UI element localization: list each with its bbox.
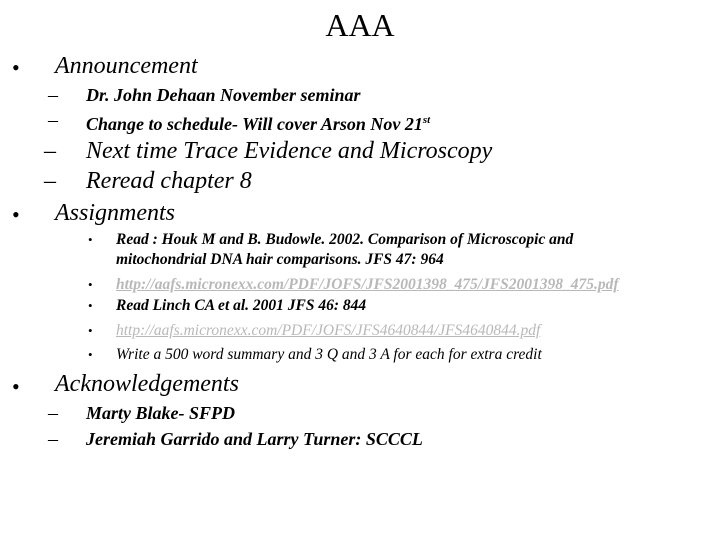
assignment-item-3: Read Linch CA et al. 2001 JFS 46: 844: [116, 297, 367, 314]
dash: –: [44, 138, 56, 164]
sub-bullet: •: [88, 277, 93, 292]
acknowledgements-heading: Acknowledgements: [55, 371, 239, 397]
sub-bullet: •: [88, 298, 93, 313]
dash: –: [48, 84, 58, 106]
assignments-heading: Assignments: [55, 200, 175, 226]
bullet-announcement: •: [12, 55, 20, 80]
announcement-item-3: Next time Trace Evidence and Microscopy: [86, 138, 493, 164]
bullet-acknowledgements: •: [12, 374, 20, 399]
acknowledgement-item-1: Marty Blake- SFPD: [86, 403, 236, 423]
assignment-item-1-line1: Read : Houk M and B. Budowle. 2002. Comparison of Microscopic and: [116, 231, 574, 248]
sub-bullet: •: [88, 323, 93, 338]
assignment-item-1-line2: mitochondrial DNA hair comparisons. JFS 47: 964: [116, 251, 444, 268]
sub-bullet: •: [88, 347, 93, 362]
announcement-heading: Announcement: [55, 53, 198, 79]
dash: –: [48, 402, 58, 424]
slide-title: AAA: [325, 7, 395, 43]
assignment-item-5: Write a 500 word summary and 3 Q and 3 A for each for extra credit: [116, 346, 542, 363]
dash: –: [44, 168, 56, 194]
acknowledgement-item-2: Jeremiah Garrido and Larry Turner: SCCCL: [86, 429, 423, 449]
announcement-item-4: Reread chapter 8: [86, 168, 252, 194]
announcement-item-2: Change to schedule- Will cover Arson Nov 21st: [86, 114, 431, 134]
dash: –: [48, 428, 58, 450]
assignment-link-1[interactable]: http://aafs.micronexx.com/PDF/JOFS/JFS2001398_475/JFS2001398_475.pdf: [116, 276, 619, 293]
sub-bullet: •: [88, 232, 93, 247]
dash: –: [48, 109, 58, 131]
announcement-item-1: Dr. John Dehaan November seminar: [86, 85, 361, 105]
bullet-assignments: •: [12, 202, 20, 227]
assignment-link-2[interactable]: http://aafs.micronexx.com/PDF/JOFS/JFS4640844/JFS4640844.pdf: [116, 322, 541, 339]
